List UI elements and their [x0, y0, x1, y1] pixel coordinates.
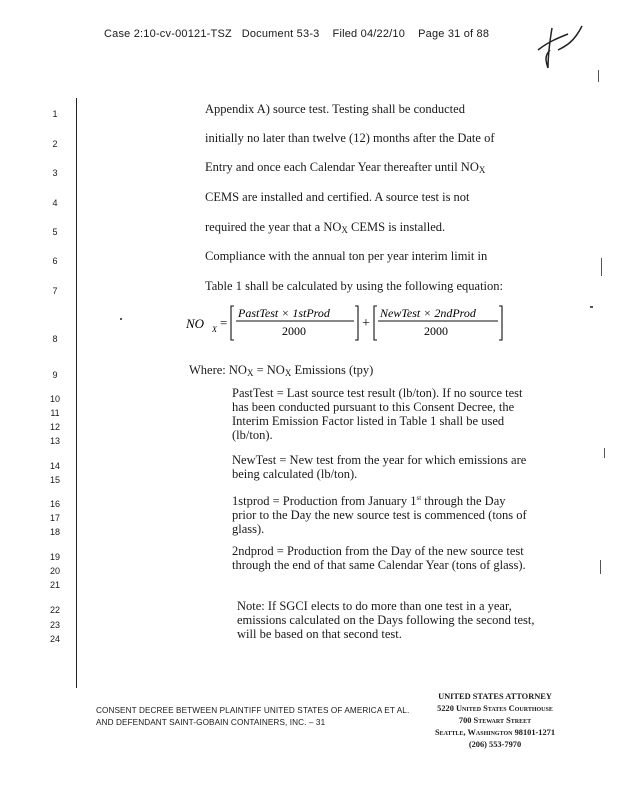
def-text: PastTest = Last source test result (lb/ton). If no source test has been conducted pursuant to this Consent Decree, the Interim Emission Factor listed in Table 1 shall be used (lb/ton).: [232, 386, 523, 442]
subscript-x: X: [341, 225, 348, 235]
def-text-b: through the Day prior to the Day the new source test is commenced (tons of glass).: [232, 494, 527, 536]
scan-speck: [601, 258, 602, 276]
def-1stprod: [232, 491, 532, 536]
eq-term2-numerator: NewTest × 2ndProd: [380, 306, 476, 320]
body-line: Compliance with the annual ton per year interim limit in: [205, 249, 488, 263]
subscript-x: X: [246, 368, 254, 378]
scan-speck: [598, 70, 599, 82]
line-number: 15: [49, 475, 60, 485]
line-number: 14: [49, 461, 60, 471]
line-number: 9: [52, 370, 58, 380]
def-2ndprod: [232, 544, 532, 572]
case-number: Case 2:10-cv-00121-TSZ: [104, 28, 232, 40]
document-number: Document 53-3: [241, 28, 320, 40]
where-suffix: Emissions (tpy): [291, 363, 374, 377]
line-number: 16: [49, 499, 60, 509]
line-number: 4: [52, 198, 58, 208]
nox-equation: [186, 304, 516, 344]
body-line: Appendix A) source test. Testing shall be conducted: [205, 102, 465, 116]
line-number: 19: [49, 552, 60, 562]
line-number: 17: [49, 513, 60, 523]
attorney-address-line: 700 Stewart Street: [458, 716, 532, 725]
filed-date: Filed 04/22/10: [332, 28, 406, 40]
eq-term1-numerator: PastTest × 1stProd: [238, 306, 330, 320]
handwritten-mark: [528, 20, 588, 75]
right-bracket: [499, 306, 502, 340]
def-text: NewTest = New test from the year for which emissions are being calculated (lb/ton).: [232, 453, 527, 481]
attorney-office: UNITED STATES ATTORNEY: [438, 692, 552, 701]
line-number: 7: [52, 286, 58, 296]
body-text: Entry and once each Calendar Year thereafter until NO: [205, 160, 479, 174]
scan-speck: [120, 318, 122, 320]
line-number: 2: [52, 139, 58, 149]
def-newtest: [232, 453, 532, 481]
subscript-x: X: [284, 368, 292, 378]
eq-equals: =: [220, 315, 228, 330]
line-number: 21: [49, 580, 60, 590]
def-text: 2ndprod = Production from the Day of the new source test through the end of that same Calendar Year (tons of glass).: [232, 544, 526, 572]
line-number: 6: [52, 256, 58, 266]
def-text: Note: If SGCI elects to do more than one test in a year, emissions calculated on the Days following the second test, will be based on that second test.: [237, 599, 535, 641]
attorney-address-line: Seattle, Washington 98101-1271: [434, 728, 556, 737]
eq-lhs-sub: X: [212, 325, 217, 334]
where-mid: = NO: [253, 363, 285, 377]
body-text: required the year that a NO: [205, 220, 342, 234]
where-line: [189, 363, 373, 378]
subscript-x: X: [478, 165, 486, 175]
def-note: [237, 599, 537, 641]
scan-speck: [604, 448, 605, 458]
line-number: 24: [49, 634, 60, 644]
footer-caption-line1: CONSENT DECREE BETWEEN PLAINTIFF UNITED STATES OF AMERICA ET AL.: [96, 706, 410, 715]
line-number: 18: [49, 527, 60, 537]
body-line: [205, 160, 485, 175]
attorney-address-line: 5220 United States Courthouse: [437, 704, 553, 713]
eq-lhs: NO: [186, 316, 205, 331]
body-line: [205, 220, 445, 235]
where-prefix: Where: NO: [189, 363, 247, 377]
body-line: initially no later than twelve (12) months after the Date of: [205, 131, 495, 145]
line-number: 22: [49, 605, 60, 615]
body-line: CEMS are installed and certified. A source test is not: [205, 190, 470, 204]
margin-rule: [76, 98, 77, 688]
line-number: 8: [52, 334, 58, 344]
line-number: 13: [49, 436, 60, 446]
left-bracket: [231, 306, 234, 340]
line-number: 20: [49, 566, 60, 576]
line-number: 5: [52, 227, 58, 237]
footer-caption: [96, 705, 409, 729]
case-header: [104, 28, 489, 40]
def-pasttest: [232, 386, 532, 442]
line-number: 10: [49, 394, 60, 404]
body-line: Table 1 shall be calculated by using the following equation:: [205, 279, 504, 293]
page-count: Page 31 of 88: [418, 28, 490, 40]
scan-speck: [590, 306, 593, 308]
right-bracket: [355, 306, 358, 340]
def-text-a: 1stprod = Production from January 1: [232, 494, 417, 508]
superscript-st: st: [416, 494, 422, 502]
scan-speck: [600, 560, 601, 574]
eq-term2-denominator: 2000: [424, 324, 448, 338]
line-number: 23: [49, 620, 60, 630]
def-text: [232, 491, 532, 536]
attorney-address-block: [410, 691, 580, 751]
left-bracket: [374, 306, 377, 340]
line-number: 11: [50, 408, 60, 418]
attorney-phone: (206) 553-7970: [468, 740, 522, 749]
body-text: CEMS is installed.: [347, 220, 446, 234]
footer-caption-line2: AND DEFENDANT SAINT-GOBAIN CONTAINERS, INC. – 31: [96, 718, 326, 727]
line-number: 3: [52, 168, 58, 178]
eq-term1-denominator: 2000: [282, 324, 306, 338]
line-number: 1: [52, 109, 58, 119]
line-number: 12: [49, 422, 60, 432]
eq-plus: +: [362, 316, 370, 331]
